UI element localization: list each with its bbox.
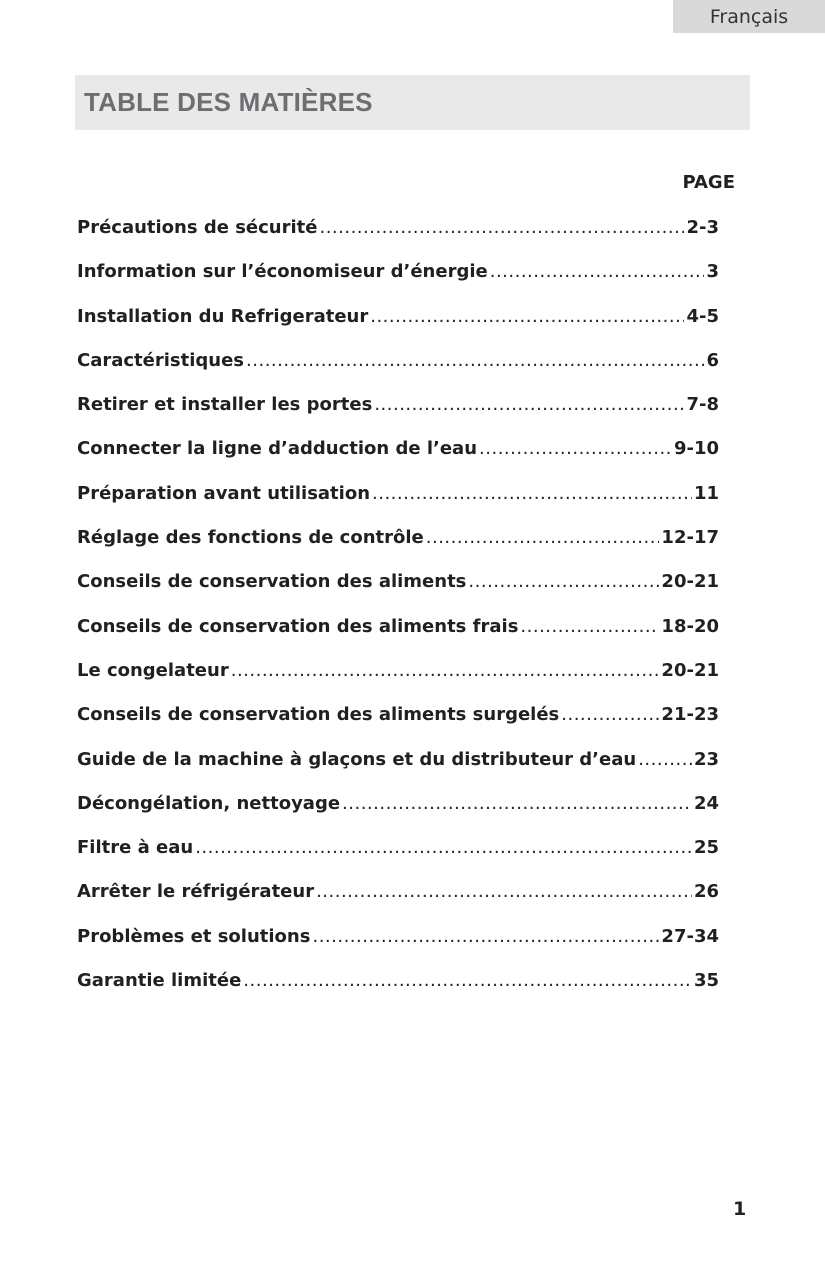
dot-leader: [316, 875, 692, 909]
toc-entry-title: Guide de la machine à glaçons et du distributeur d’eau: [77, 748, 637, 770]
toc-entry-page: 6: [706, 349, 719, 371]
dot-leader: [561, 698, 659, 732]
dot-leader: [479, 432, 672, 466]
toc-entry[interactable]: [77, 610, 719, 654]
toc-entry-page: 26: [693, 881, 719, 903]
toc-entry[interactable]: [77, 300, 719, 344]
toc-entry-page: 21-23: [661, 704, 719, 726]
toc-entry[interactable]: [77, 964, 719, 1008]
toc-entry[interactable]: [77, 432, 719, 476]
toc-entry-title: Information sur l’économiseur d’énergie: [77, 261, 488, 283]
toc-entry-title: Le congelateur: [77, 659, 229, 681]
dot-leader: [520, 610, 659, 644]
toc-entry-title: Conseils de conservation des aliments frais: [77, 615, 519, 637]
toc-entry-page: 25: [693, 837, 719, 859]
dot-leader: [195, 831, 692, 865]
toc-entry-page: 11: [693, 482, 719, 504]
toc-entry-title: Garantie limitée: [77, 970, 242, 992]
toc-entry[interactable]: [77, 255, 719, 299]
dot-leader: [231, 654, 660, 688]
toc-entry-page: 3: [706, 261, 719, 283]
page-number: 1: [733, 1198, 747, 1220]
toc-entry[interactable]: [77, 565, 719, 609]
dot-leader: [426, 521, 660, 555]
table-of-contents: [77, 211, 719, 1008]
toc-entry-page: 35: [693, 970, 719, 992]
toc-entry[interactable]: [77, 875, 719, 919]
dot-leader: [372, 477, 692, 511]
toc-entry-page: 2-3: [686, 217, 719, 238]
toc-entry[interactable]: [77, 477, 719, 521]
toc-entry-title: Décongélation, nettoyage: [77, 792, 341, 814]
toc-entry-page: 23: [693, 748, 719, 770]
toc-entry-page: 18-20: [661, 615, 719, 637]
page-column-header: PAGE: [682, 172, 735, 193]
toc-entry-title: Préparation avant utilisation: [77, 482, 371, 504]
toc-entry[interactable]: [77, 698, 719, 742]
toc-entry[interactable]: [77, 521, 719, 565]
dot-leader: [638, 743, 692, 777]
dot-leader: [490, 255, 705, 289]
dot-leader: [342, 787, 692, 821]
toc-entry-title: Conseils de conservation des aliments: [77, 571, 467, 593]
language-tab: Français: [673, 0, 825, 33]
toc-entry-page: 9-10: [673, 438, 719, 460]
toc-entry-title: Installation du Refrigerateur: [77, 305, 369, 327]
dot-leader: [374, 388, 684, 422]
toc-entry-title: Filtre à eau: [77, 837, 194, 859]
toc-entry-title: Caractéristiques: [77, 349, 245, 371]
toc-entry-title: Précautions de sécurité: [77, 217, 318, 238]
toc-entry-title: Réglage des fonctions de contrôle: [77, 527, 424, 549]
dot-leader: [246, 344, 704, 378]
toc-entry[interactable]: [77, 787, 719, 831]
toc-entry[interactable]: [77, 211, 719, 255]
toc-entry-title: Retirer et installer les portes: [77, 394, 373, 416]
page-title: TABLE DES MATIÈRES: [84, 87, 373, 117]
toc-entry-page: 20-21: [661, 571, 719, 593]
toc-entry[interactable]: [77, 344, 719, 388]
toc-entry-page: 12-17: [661, 527, 719, 549]
toc-entry-page: 7-8: [686, 394, 719, 416]
dot-leader: [468, 565, 659, 599]
toc-entry-page: 4-5: [686, 305, 719, 327]
toc-entry-page: 20-21: [661, 659, 719, 681]
toc-entry-title: Connecter la ligne d’adduction de l’eau: [77, 438, 478, 460]
dot-leader: [243, 964, 692, 998]
toc-entry[interactable]: [77, 654, 719, 698]
toc-entry-title: Problèmes et solutions: [77, 925, 311, 947]
dot-leader: [312, 920, 659, 954]
title-banner: [75, 75, 750, 130]
toc-entry[interactable]: [77, 743, 719, 787]
toc-entry[interactable]: [77, 831, 719, 875]
toc-entry[interactable]: [77, 920, 719, 964]
toc-entry-title: Arrêter le réfrigérateur: [77, 881, 315, 903]
dot-leader: [319, 211, 684, 245]
dot-leader: [370, 300, 684, 334]
toc-entry-page: 24: [693, 792, 719, 814]
toc-entry-page: 27-34: [661, 925, 719, 947]
toc-entry[interactable]: [77, 388, 719, 432]
toc-entry-title: Conseils de conservation des aliments surgelés: [77, 704, 560, 726]
